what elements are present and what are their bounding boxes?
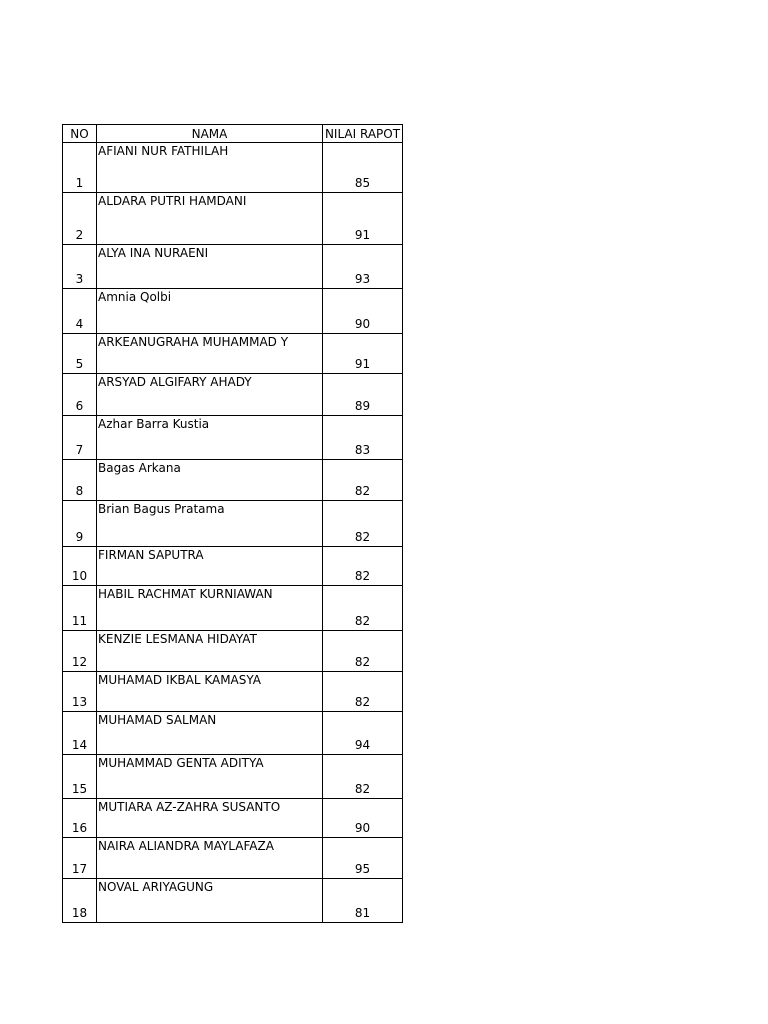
student-name: ALYA INA NURAENI: [97, 245, 323, 289]
report-score: 91: [323, 193, 403, 245]
table-row: [63, 374, 403, 416]
student-name: NAIRA ALIANDRA MAYLAFAZA: [97, 838, 323, 879]
student-name: AFIANI NUR FATHILAH: [97, 143, 323, 193]
report-score: 82: [323, 501, 403, 547]
table-row: [63, 416, 403, 460]
table-row: [63, 193, 403, 245]
student-name: NOVAL ARIYAGUNG: [97, 879, 323, 923]
table-row: [63, 547, 403, 586]
report-score: 82: [323, 460, 403, 501]
table-body: [63, 143, 403, 923]
row-number: 11: [63, 586, 97, 631]
table-row: [63, 289, 403, 334]
row-number: 12: [63, 631, 97, 672]
row-number: 18: [63, 879, 97, 923]
row-number: 8: [63, 460, 97, 501]
table-row: [63, 712, 403, 755]
report-score: 85: [323, 143, 403, 193]
student-name: ALDARA PUTRI HAMDANI: [97, 193, 323, 245]
student-name: KENZIE LESMANA HIDAYAT: [97, 631, 323, 672]
report-score: 90: [323, 289, 403, 334]
student-name: MUHAMMAD GENTA ADITYA: [97, 755, 323, 799]
row-number: 7: [63, 416, 97, 460]
student-name: MUHAMAD IKBAL KAMASYA: [97, 672, 323, 712]
student-name: ARKEANUGRAHA MUHAMMAD Y: [97, 334, 323, 374]
table-row: [63, 672, 403, 712]
student-name: Bagas Arkana: [97, 460, 323, 501]
report-score: 89: [323, 374, 403, 416]
report-score: 93: [323, 245, 403, 289]
column-header-no: NO: [63, 125, 97, 143]
report-score: 82: [323, 672, 403, 712]
report-score: 94: [323, 712, 403, 755]
student-name: FIRMAN SAPUTRA: [97, 547, 323, 586]
student-name: MUTIARA AZ-ZAHRA SUSANTO: [97, 799, 323, 838]
table-row: [63, 334, 403, 374]
student-name: ARSYAD ALGIFARY AHADY: [97, 374, 323, 416]
report-score: 81: [323, 879, 403, 923]
row-number: 14: [63, 712, 97, 755]
student-grades-table: [62, 124, 403, 923]
row-number: 15: [63, 755, 97, 799]
table-row: [63, 799, 403, 838]
row-number: 4: [63, 289, 97, 334]
column-header-nama: NAMA: [97, 125, 323, 143]
table-row: [63, 143, 403, 193]
student-name: Amnia Qolbi: [97, 289, 323, 334]
table-row: [63, 631, 403, 672]
report-score: 83: [323, 416, 403, 460]
report-score: 82: [323, 755, 403, 799]
row-number: 1: [63, 143, 97, 193]
column-header-nilai-rapot: NILAI RAPOT: [323, 125, 403, 143]
table-row: [63, 460, 403, 501]
row-number: 9: [63, 501, 97, 547]
row-number: 5: [63, 334, 97, 374]
table-row: [63, 838, 403, 879]
row-number: 6: [63, 374, 97, 416]
table-row: [63, 501, 403, 547]
student-name: MUHAMAD SALMAN: [97, 712, 323, 755]
row-number: 2: [63, 193, 97, 245]
student-name: Brian Bagus Pratama: [97, 501, 323, 547]
row-number: 13: [63, 672, 97, 712]
row-number: 10: [63, 547, 97, 586]
student-name: Azhar Barra Kustia: [97, 416, 323, 460]
report-score: 82: [323, 586, 403, 631]
table-row: [63, 586, 403, 631]
report-score: 95: [323, 838, 403, 879]
header-row: [63, 125, 403, 143]
report-score: 90: [323, 799, 403, 838]
row-number: 3: [63, 245, 97, 289]
row-number: 16: [63, 799, 97, 838]
report-score: 82: [323, 631, 403, 672]
student-name: HABIL RACHMAT KURNIAWAN: [97, 586, 323, 631]
row-number: 17: [63, 838, 97, 879]
table-row: [63, 245, 403, 289]
table-row: [63, 879, 403, 923]
table-row: [63, 755, 403, 799]
report-score: 82: [323, 547, 403, 586]
report-score: 91: [323, 334, 403, 374]
